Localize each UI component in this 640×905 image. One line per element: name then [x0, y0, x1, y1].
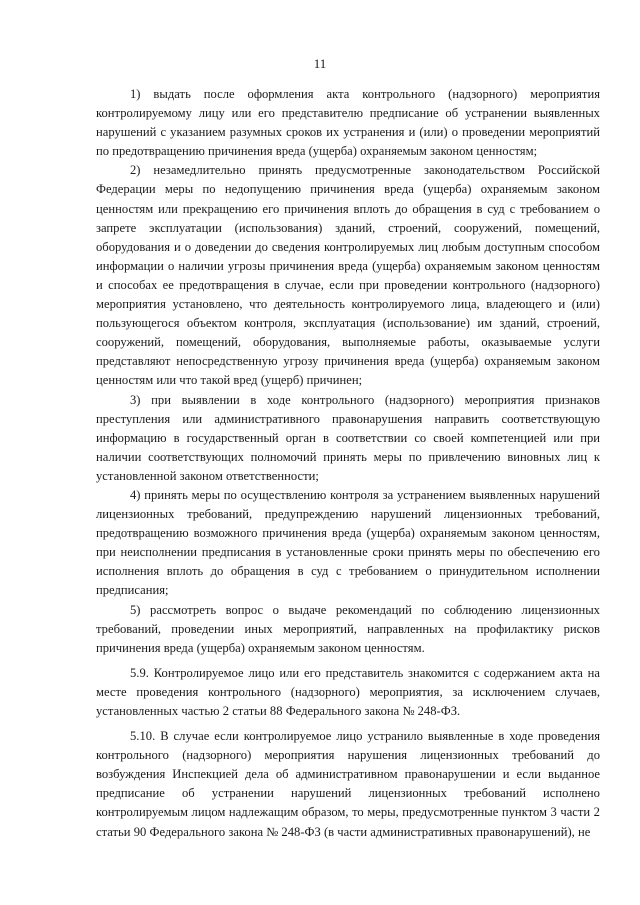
paragraph-item-2: 2) незамедлительно принять предусмотренные законодательством Российской Федерации меры по недопущению причинения вреда (ущерба) охраняемым законом ценностям или прекращению его причинения вплоть до обращения в суд с требованием о запрете эксплуатации (использования) зданий, строений, сооружений, помещений, оборудования и о доведении до сведения контролируемых лиц любым доступным способом информации о наличии угрозы причинения вреда (ущерба) охраняемым законом ценностям и способах ее предотвращения в случае, если при проведении контрольного (надзорного) мероприятия установлено, что деятельность контролируемого лица, владеющего и (или) пользующегося объектом контроля, эксплуатация (использование) им зданий, строений, сооружений, помещений, оборудования, выполняемые работы, оказываемые услуги представляют непосредственную угрозу причинения вреда (ущерба) охраняемым законом ценностям или что такой вред (ущерб) причинен; [96, 163, 600, 388]
paragraph-5-10: 5.10. В случае если контролируемое лицо устранило выявленные в ходе проведения контрольного (надзорного) мероприятия нарушения лицензионных требований до возбуждения Инспекцией дела об административном правонарушении и если выданное предписание об устранении нарушений лицензионных требований исполнено контролируемым лицом надлежащим образом, то меры, предусмотренные пунктом 3 части 2 статьи 90 Федерального закона № 248-ФЗ (в части административных правонарушений), не [96, 729, 600, 839]
page-number: 11 [313, 56, 327, 71]
paragraph-item-4: 4) принять меры по осуществлению контроля за устранением выявленных нарушений лицензионных требований, предупреждению нарушений лицензионных требований, предотвращению возможного причинения вреда (ущерба) охраняемым законом ценностям, при неисполнении предписания в установленные сроки принять меры по обеспечению его исполнения вплоть до обращения в суд с требованием о принудительном исполнении предписания; [96, 487, 600, 598]
paragraph-item-3: 3) при выявлении в ходе контрольного (надзорного) мероприятия признаков преступления или административного правонарушения направить соответствующую информацию в государственный орган в соответствии со своей компетенцией или при наличии соответствующих полномочий принять меры по привлечению виновных лиц к установленной законом ответственности; [96, 392, 600, 483]
paragraph-5-9: 5.9. Контролируемое лицо или его представитель знакомится с содержанием акта на месте проведения контрольного (надзорного) мероприятия, за исключением случаев, установленных частью 2 статьи 88 Федерального закона № 248-ФЗ. [96, 665, 600, 718]
document-body [96, 85, 600, 842]
paragraph-item-1: 1) выдать после оформления акта контрольного (надзорного) мероприятия контролируемому лицу или его представителю предписание об устранении выявленных нарушений с указанием разумных сроков их устранения и (или) о проведении мероприятий по предотвращению причинения вреда (ущерба) охраняемым законом ценностям; [96, 87, 600, 159]
paragraph-item-5: 5) рассмотреть вопрос о выдаче рекомендаций по соблюдению лицензионных требований, проведении иных мероприятий, направленных на профилактику рисков причинения вреда (ущерба) охраняемым законом ценностям. [96, 602, 600, 655]
